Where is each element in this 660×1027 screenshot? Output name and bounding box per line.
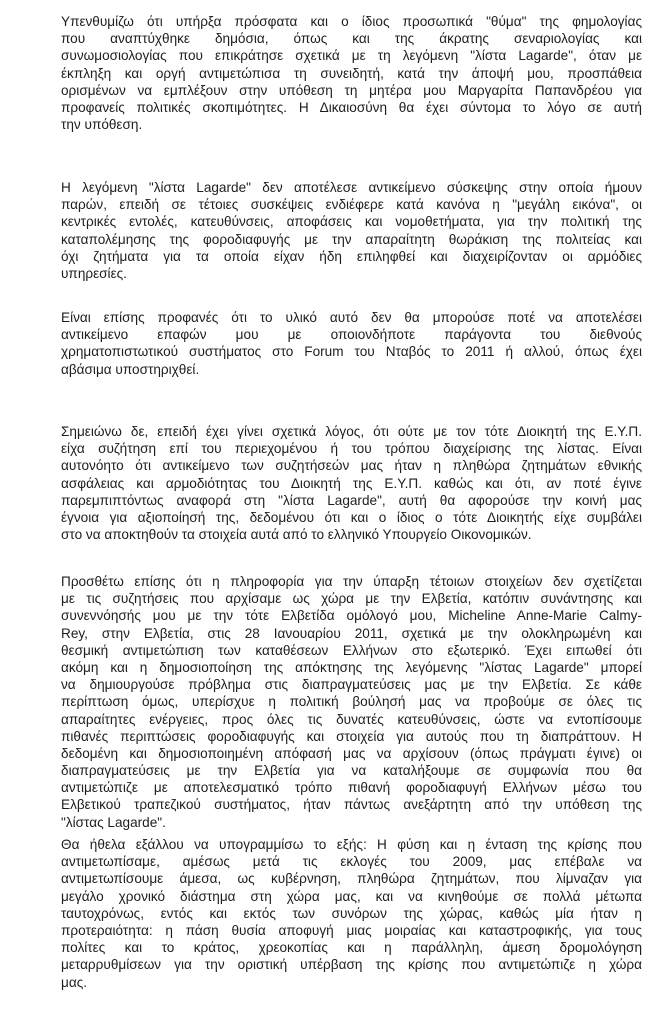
text-line: Σημειώνω δε, επειδή έχει γίνει σχετικά λόγος, ότι ούτε με τον τότε Διοικητή της Ε.Υ.Π.: [61, 424, 642, 439]
paragraph: [61, 179, 642, 282]
text-line: που αναπτύχθηκε δημόσια, όπως και της άκρατης σεναριολογίας και: [61, 31, 642, 47]
text-line: την υπόθεση.: [61, 117, 143, 133]
text-line: να δημιουργούσε πρόβλημα στις διαπραγματεύσεις μας με την Ελβετία. Σε κάθε: [61, 677, 642, 693]
text-line: Ελβετικού τραπεζικού συστήματος, ήταν πάντως ανεξάρτητη από την υπόθεση της: [61, 797, 642, 813]
paragraph: [61, 836, 642, 991]
text-line: αντικείμενο επαφών μου με οποιονδήποτε παράγοντα του διεθνούς: [61, 327, 642, 343]
text-line: παρεμπιπτόντως αναφορά στη "λίστα Lagarde", αυτή θα αφορούσε την κοινή μας: [61, 492, 642, 508]
text-line: "λίστας Lagarde".: [61, 814, 166, 830]
text-line: πιθανές περιπτώσεις φοροδιαφυγής και στοιχεία για αυτούς που τη διαπράττουν. Η: [61, 728, 642, 744]
text-line: πολίτες και το κράτος, χρεοκοπίας και η παράλληλη, άμεση δρομολόγηση: [61, 940, 642, 956]
text-line: προτεραιότητα: η πάση θυσία αποφυγή μιας μοιραίας και καταστροφικής, για τους: [61, 922, 642, 938]
text-line: Είναι επίσης προφανές ότι το υλικό αυτό δεν θα μπορούσε ποτέ να αποτελέσει: [61, 310, 642, 325]
text-line: μας.: [61, 974, 88, 990]
text-line: όχι ζητήματα για τα οποία είχαν ήδη επιληφθεί και διαχειρίζονταν οι αρμόδιες: [61, 248, 642, 264]
text-line: χρηματοπιστωτικού συστήματος στο Forum του Νταβός το 2011 ή αλλού, όπως έχει: [61, 344, 642, 360]
text-line: καταπολέμησης της φοροδιαφυγής με την απαραίτητη θωράκιση της πολιτείας και: [61, 231, 642, 247]
text-line: ακόμη και η δημοσιοποίηση της απόκτησης της λεγόμενης "λίστας Lagarde" μπορεί: [61, 659, 642, 675]
text-line: υπηρεσίες.: [61, 265, 127, 281]
text-line: ταυτοχρόνως, εντός και εκτός των συνόρων της χώρας, καθώς μία ήταν η: [61, 905, 642, 921]
paragraph: [61, 309, 642, 378]
text-line: περίπτωση όμως, υπερίσχυε η πολιτική βούλησή μας να προβούμε σε όλες τις: [61, 694, 642, 710]
text-line: έγνοια για αξιοποίησή της, δεδομένου ότι και ο ίδιος ο τότε Διοικητής είχε συμβάλει: [61, 509, 642, 525]
text-line: ασφάλειας και αρμοδιότητας του Διοικητή της Ε.Υ.Π. καθώς και ότι, αν ποτέ έγινε: [61, 475, 642, 491]
text-line: μεταρρυθμίσεων για την οριστική υπέρβαση της κρίσης που αντιμετώπιζε η χώρα: [61, 957, 642, 973]
text-line: μεγάλο χρονικό διάστημα στη χώρα μας, και να κινηθούμε σε πολλά μέτωπα: [61, 888, 642, 904]
text-line: είχα συζήτηση επί του περιεχομένου ή του τρόπου διαχείρισης της λίστας. Είναι: [61, 441, 642, 457]
paragraph: [61, 13, 642, 133]
text-line: Θα ήθελα εξάλλου να υπογραμμίσω το εξής: Η φύση και η ένταση της κρίσης που: [61, 837, 642, 852]
text-line: ορισμένων να εμπλέξουν στην υπόθεση τη μητέρα μου Μαργαρίτα Παπανδρέου για: [61, 82, 642, 98]
text-line: δεδομένη και δημοσιοποιημένη απόφασή μας να αρχίσουν (όπως πράγματι έγινε) οι: [61, 745, 642, 761]
text-line: αντιμετώπιζε με αποτελεσματικό τρόπο πιθανή φοροδιαφυγή Ελλήνων μέσω του: [61, 780, 642, 796]
text-line: θεσμική αντιμετώπιση των καταθέσεων Ελλήνων στο εξωτερικό. Έχει ειπωθεί ότι: [61, 642, 642, 658]
text-line: Η λεγόμενη "λίστα Lagarde" δεν αποτέλεσε αντικείμενο σύσκεψης στην οποία ήμουν: [61, 180, 642, 195]
text-line: Rey, στην Ελβετία, στις 28 Ιανουαρίου 2011, σχετικά με την ολοκληρωμένη και: [61, 625, 642, 641]
text-line: Προσθέτω επίσης ότι η πληροφορία για την ύπαρξη τέτοιων στοιχείων δεν σχετίζεται: [61, 574, 642, 589]
text-line: αυτονόητο ότι αντικείμενο των συζητήσεών μας ήταν η πληθώρα ζητημάτων εθνικής: [61, 458, 642, 474]
paragraph: [61, 573, 642, 831]
text-line: με τις συζητήσεις που αρχίσαμε ως χώρα με την Ελβετία, κατόπιν συνάντησης και: [61, 591, 642, 607]
text-line: Υπενθυμίζω ότι υπήρξα πρόσφατα και ο ίδιος προσωπικά "θύμα" της φημολογίας: [61, 14, 642, 29]
text-line: συνωμοσιολογίας που επικράτησε σχετικά με τη λεγόμενη "λίστα Lagarde", όταν με: [61, 48, 642, 64]
text-line: αβάσιμα υποστηριχθεί.: [61, 361, 200, 377]
text-line: παρών, επειδή σε τέτοιες συσκέψεις ενδιέφερε κατά κανόνα η "μεγάλη εικόνα", οι: [61, 197, 642, 213]
text-line: αντιμετωπίσουμε άμεσα, ως κυβέρνηση, πληθώρα ζητημάτων, που λίμναζαν για: [61, 871, 642, 887]
text-line: απαραίτητες ενέργειες, προς όλες τις δυνατές κατευθύνσεις, ώστε να εντοπίσουμε: [61, 711, 642, 727]
text-line: συνεννόησής μου με την τότε Ελβετίδα ομόλογό μου, Micheline Anne-Marie Calmy-: [61, 608, 642, 624]
text-line: προφανείς πολιτικές σκοπιμότητες. Η Δικαιοσύνη θα έχει σύντομα το λόγο σε αυτή: [61, 99, 642, 115]
paragraph: [61, 423, 642, 543]
text-line: έκπληξη και οργή αντιμετώπισα τη συνειδητή, κατά την άποψή μου, προσπάθεια: [61, 65, 642, 81]
text-line: κεντρικές εντολές, κατευθύνσεις, αποφάσεις και νομοθετήματα, για την πολιτική της: [61, 214, 642, 230]
text-line: διαπραγματεύσεις με την Ελβετία για να καταλήξουμε σε συμφωνία που θα: [61, 763, 642, 779]
text-line: στο να αποκτηθούν τα στοιχεία αυτά από το ελληνικό Υπουργείο Οικονομικών.: [61, 527, 532, 543]
text-line: αντιμετωπίσαμε, αμέσως μετά τις εκλογές του 2009, μας επέβαλε να: [61, 854, 642, 870]
